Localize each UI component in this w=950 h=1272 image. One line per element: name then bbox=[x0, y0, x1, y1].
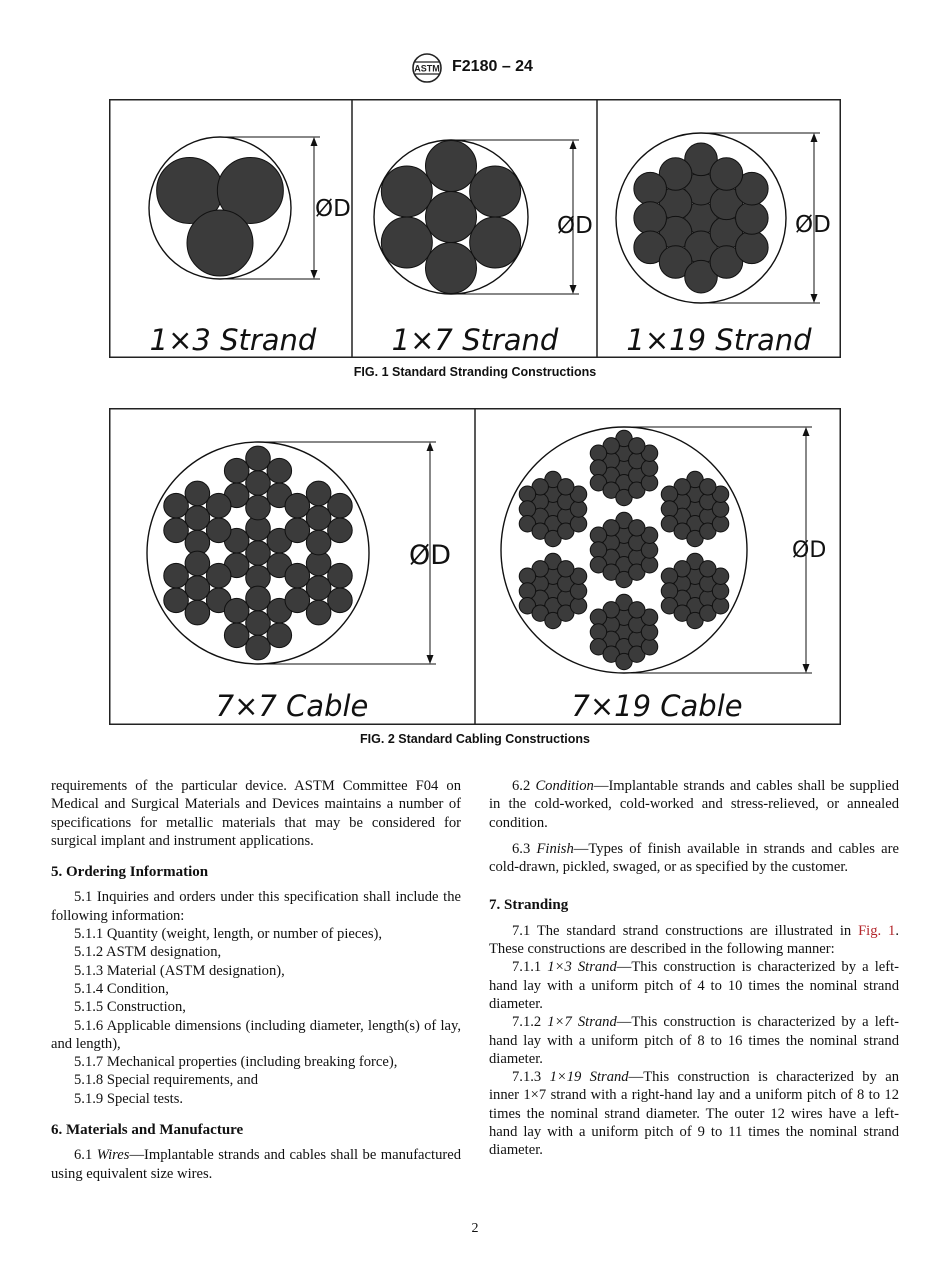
diameter-label: ØD bbox=[409, 540, 452, 571]
clause-term: Wires bbox=[96, 1147, 130, 1164]
clause-term: 1×3 Strand bbox=[547, 959, 617, 976]
wire-icon bbox=[164, 518, 189, 543]
wire-icon bbox=[470, 217, 521, 268]
figure-1 bbox=[109, 99, 841, 363]
right-column bbox=[489, 777, 899, 1160]
clause-number: 7.1.3 bbox=[512, 1069, 542, 1086]
wire-icon bbox=[590, 624, 606, 640]
wire-icon bbox=[164, 588, 189, 613]
list-item: 5.1.9 Special tests. bbox=[74, 1090, 184, 1107]
wire-icon bbox=[381, 166, 432, 217]
wire-icon bbox=[736, 231, 769, 264]
panel-label-7x19: 7×19 Cable bbox=[571, 689, 743, 723]
paragraph-7-1-2 bbox=[489, 1013, 899, 1068]
clause-text: —Implantable strands and cables shall be manufactured using equivalent size wires. bbox=[51, 1147, 462, 1182]
wire-icon bbox=[187, 210, 253, 276]
wire-icon bbox=[641, 557, 657, 573]
wire-icon bbox=[519, 501, 535, 517]
wire-icon bbox=[712, 501, 728, 517]
wire-icon bbox=[558, 479, 574, 495]
clause-number: 6.1 bbox=[74, 1147, 93, 1164]
intro-paragraph: requirements of the particular device. ASTM Committee F04 on Medical and Surgical Materials and Devices maintains a number of specifications for metallic materials that may be considered for surgical implant and instrument applications. bbox=[51, 778, 461, 849]
wire-icon bbox=[641, 639, 657, 655]
clause-term: Finish bbox=[536, 840, 574, 857]
wire-icon bbox=[328, 518, 353, 543]
page-header bbox=[0, 52, 950, 84]
wire-icon bbox=[246, 471, 271, 496]
wire-icon bbox=[629, 438, 645, 454]
wire-icon bbox=[328, 493, 353, 518]
wire-icon bbox=[712, 583, 728, 599]
clause-number: 6.2 bbox=[512, 778, 531, 794]
list-item: 5.1.5 Construction, bbox=[74, 999, 186, 1016]
document-designation: F2180 – 24 bbox=[452, 58, 533, 75]
clause-term: 1×19 Strand bbox=[549, 1069, 629, 1086]
wire-icon bbox=[185, 600, 210, 625]
wire-icon bbox=[185, 551, 210, 576]
diameter-label: ØD bbox=[557, 213, 593, 239]
wire-icon bbox=[206, 563, 231, 588]
wire-icon bbox=[661, 583, 677, 599]
paragraph-5-1: 5.1 Inquiries and orders under this specification shall include the following information: bbox=[51, 889, 461, 924]
section-5-heading: 5. Ordering Information bbox=[51, 864, 209, 881]
clause-term: 1×7 Strand bbox=[547, 1014, 617, 1031]
wire-icon bbox=[224, 598, 249, 623]
wire-icon bbox=[306, 481, 331, 506]
wire-icon bbox=[285, 588, 310, 613]
list-item: 5.1.3 Material (ASTM designation), bbox=[74, 962, 285, 979]
astm-logo-icon bbox=[410, 52, 444, 84]
wire-icon bbox=[590, 445, 606, 461]
wire-icon bbox=[470, 166, 521, 217]
wire-icon bbox=[629, 520, 645, 536]
wire-icon bbox=[634, 202, 667, 235]
panel-label-1x3: 1×3 Strand bbox=[149, 323, 317, 357]
clause-number: 7.1.2 bbox=[512, 1014, 542, 1031]
wire-icon bbox=[246, 635, 271, 660]
wire-icon bbox=[519, 486, 535, 502]
wire-icon bbox=[661, 568, 677, 584]
wire-icon bbox=[634, 172, 667, 205]
paragraph-6-2 bbox=[489, 777, 899, 832]
clause-term: Condition bbox=[535, 778, 594, 794]
wire-icon bbox=[426, 192, 477, 243]
wire-icon bbox=[285, 563, 310, 588]
wire-icon bbox=[641, 542, 657, 558]
panel-label-1x7: 1×7 Strand bbox=[391, 323, 559, 357]
section-6-heading: 6. Materials and Manufacture bbox=[51, 1122, 244, 1139]
wire-icon bbox=[285, 493, 310, 518]
wire-icon bbox=[246, 541, 271, 566]
page-number: 2 bbox=[471, 1221, 479, 1236]
wire-icon bbox=[570, 598, 586, 614]
clause-text: —This construction is characterized by a left-hand lay with a uniform pitch of 4 to 10 times the nominal strand diameter. bbox=[489, 959, 899, 1012]
figure-1-caption: FIG. 1 Standard Stranding Constructions bbox=[353, 365, 597, 379]
wire-icon bbox=[712, 516, 728, 532]
clause-text: —This construction is characterized by an inner 1×7 strand with a right-hand lay and a uniform pitch of 8 to 12 times the nominal strand diameter. The outer 12 wires have a left-hand lay with a uniform pitch of 9 to 11 times the nominal strand diameter. bbox=[489, 1069, 899, 1159]
list-item: 5.1.1 Quantity (weight, length, or number of pieces), bbox=[74, 926, 383, 943]
clause-text: —Implantable strands and cables shall be supplied in the cold-worked, cold-worked and stress-relieved, or annealed condition. bbox=[489, 778, 899, 831]
wire-icon bbox=[206, 518, 231, 543]
wire-icon bbox=[164, 493, 189, 518]
wire-icon bbox=[629, 602, 645, 618]
wire-icon bbox=[700, 561, 716, 577]
wire-icon bbox=[570, 501, 586, 517]
wire-icon bbox=[736, 202, 769, 235]
wire-icon bbox=[590, 609, 606, 625]
left-column bbox=[51, 777, 461, 1183]
wire-icon bbox=[285, 518, 310, 543]
paragraph-7-1 bbox=[489, 922, 899, 959]
wire-icon bbox=[661, 501, 677, 517]
list-item: 5.1.8 Special requirements, and bbox=[74, 1072, 258, 1089]
wire-icon bbox=[306, 600, 331, 625]
wire-icon bbox=[328, 588, 353, 613]
figure-2 bbox=[109, 408, 841, 730]
wire-icon bbox=[641, 460, 657, 476]
wire-icon bbox=[246, 446, 271, 471]
wire-icon bbox=[426, 243, 477, 294]
clause-text: . These constructions are described in the following manner: bbox=[489, 922, 899, 958]
wire-icon bbox=[246, 495, 271, 520]
list-item: 5.1.4 Condition, bbox=[74, 980, 169, 997]
figure-1-drawing bbox=[109, 99, 841, 358]
list-item: 5.1.7 Mechanical properties (including breaking force), bbox=[74, 1054, 398, 1071]
wire-icon bbox=[185, 481, 210, 506]
wire-icon bbox=[381, 217, 432, 268]
panel-label-7x7: 7×7 Cable bbox=[215, 689, 369, 723]
list-item: 5.1.6 Applicable dimensions (including diameter, length(s) of lay, and length), bbox=[51, 1017, 461, 1052]
clause-text: —Types of finish available in strands and cables are cold-drawn, pickled, swaged, or as specified by the customer. bbox=[489, 840, 899, 876]
wire-icon bbox=[306, 576, 331, 601]
wire-icon bbox=[426, 141, 477, 192]
panel-label-1x19: 1×19 Strand bbox=[626, 323, 812, 357]
wire-icon bbox=[641, 475, 657, 491]
wire-icon bbox=[267, 623, 292, 648]
wire-icon bbox=[712, 598, 728, 614]
paragraph-6-3 bbox=[489, 840, 899, 877]
paragraph-6-1 bbox=[51, 1146, 461, 1183]
wire-icon bbox=[590, 542, 606, 558]
wire-icon bbox=[700, 479, 716, 495]
clause-number: 6.3 bbox=[512, 840, 531, 857]
figure-2-caption: FIG. 2 Standard Cabling Constructions bbox=[360, 732, 590, 746]
wire-icon bbox=[224, 458, 249, 483]
wire-icon bbox=[246, 586, 271, 611]
wire-icon bbox=[164, 563, 189, 588]
wire-icon bbox=[710, 158, 743, 191]
wire-icon bbox=[661, 486, 677, 502]
wire-icon bbox=[306, 506, 331, 531]
wire-icon bbox=[185, 506, 210, 531]
wire-icon bbox=[328, 563, 353, 588]
diameter-label: ØD bbox=[315, 196, 351, 222]
wire-icon bbox=[185, 576, 210, 601]
clause-text: 7.1 The standard strand constructions are illustrated in bbox=[512, 922, 852, 939]
wire-icon bbox=[224, 623, 249, 648]
wire-icon bbox=[590, 460, 606, 476]
wire-icon bbox=[570, 516, 586, 532]
wire-icon bbox=[641, 624, 657, 640]
clause-text: —This construction is characterized by a left-hand lay with a uniform pitch of 8 to 16 times the nominal strand diameter. bbox=[489, 1014, 899, 1067]
wire-icon bbox=[570, 583, 586, 599]
svg-text:ASTM: ASTM bbox=[414, 63, 440, 74]
wire-icon bbox=[267, 458, 292, 483]
wire-icon bbox=[246, 611, 271, 636]
clause-number: 7.1.1 bbox=[512, 959, 542, 976]
figure-1-link[interactable]: Fig. 1 bbox=[858, 922, 896, 939]
wire-icon bbox=[590, 527, 606, 543]
wire-icon bbox=[519, 583, 535, 599]
paragraph-7-1-1 bbox=[489, 958, 899, 1013]
diameter-label: ØD bbox=[792, 538, 827, 563]
wire-icon bbox=[558, 561, 574, 577]
figure-2-drawing bbox=[109, 408, 841, 725]
section-7-heading: 7. Stranding bbox=[489, 897, 569, 914]
wire-icon bbox=[206, 493, 231, 518]
wire-icon bbox=[306, 530, 331, 555]
paragraph-7-1-3 bbox=[489, 1068, 899, 1159]
list-item: 5.1.2 ASTM designation, bbox=[74, 944, 222, 961]
wire-icon bbox=[519, 568, 535, 584]
diameter-label: ØD bbox=[795, 212, 831, 238]
